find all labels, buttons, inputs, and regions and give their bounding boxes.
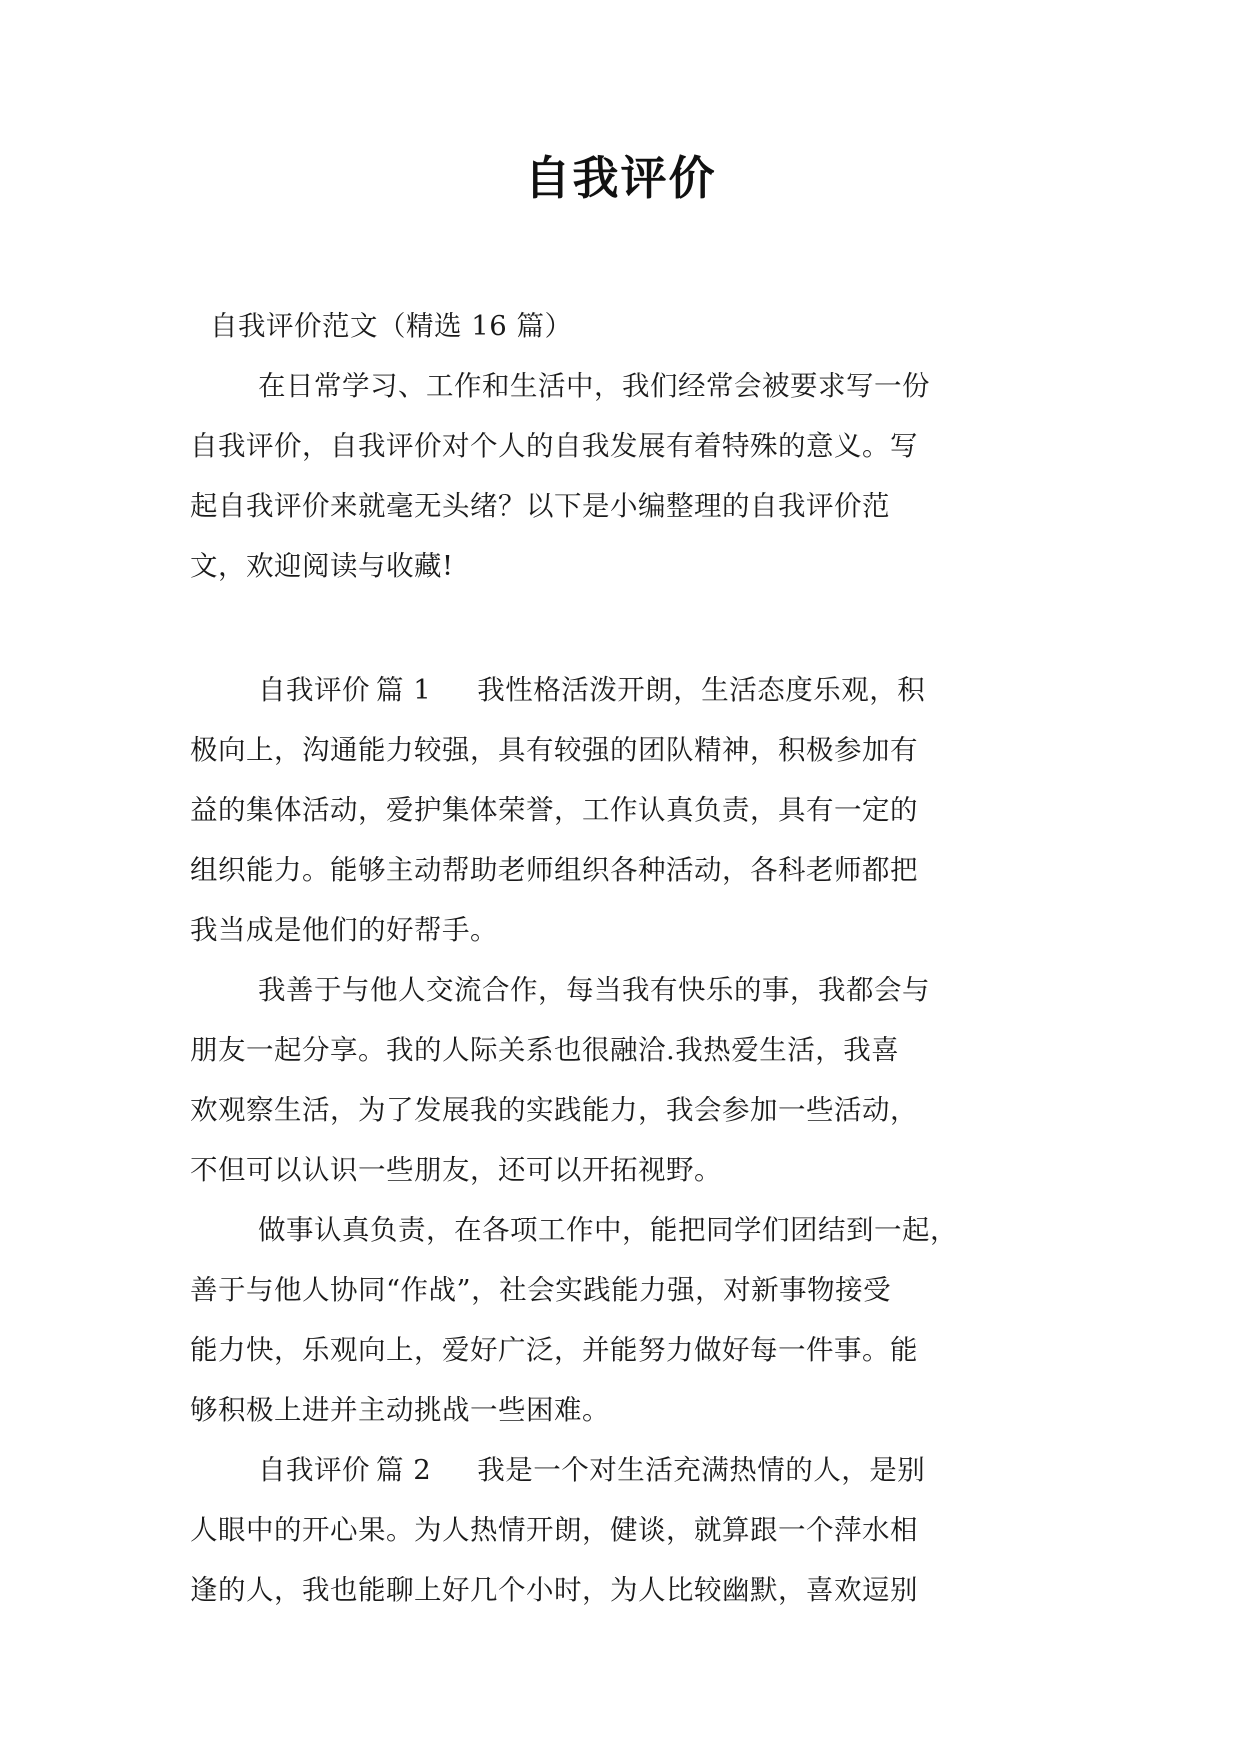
intro-line: 起自我评价来就毫无头绪？以下是小编整理的自我评价范 (190, 490, 890, 522)
section-1-heading: 自我评价 (258, 674, 370, 706)
intro-line: 文，欢迎阅读与收藏! (190, 550, 454, 582)
section-1-first-line (190, 660, 1052, 720)
section-1-line: 我当成是他们的好帮手。 (190, 914, 498, 946)
section-1-line: 益的集体活动，爱护集体荣誉，工作认真负责，具有一定的 (190, 794, 918, 826)
section-2-line: 逢的人，我也能聊上好几个小时，为人比较幽默，喜欢逗别 (190, 1574, 918, 1606)
section-1-paragraph-2-line: 我善于与他人交流合作，每当我有快乐的事，我都会与 (258, 974, 930, 1006)
section-1-paragraph-2-line: 朋友一起分享。我的人际关系也很融洽.我热爱生活，我喜 (190, 1034, 900, 1066)
page-title: 自我评价 (524, 151, 717, 205)
section-2-heading: 自我评价 (258, 1454, 370, 1486)
intro-line: 自我评价，自我评价对个人的自我发展有着特殊的意义。写 (190, 430, 918, 462)
section-2-number: 篇 2 (376, 1454, 432, 1486)
section-1-line: 组织能力。能够主动帮助老师组织各种活动，各科老师都把 (190, 854, 918, 886)
section-1-paragraph-2-line: 欢观察生活，为了发展我的实践能力，我会参加一些活动， (190, 1094, 918, 1126)
section-1-paragraph-3-line: 能力快，乐观向上，爱好广泛，并能努力做好每一件事。能 (190, 1334, 918, 1366)
document-subtitle: 自我评价范文（精选 16 篇） (210, 310, 573, 342)
section-1-paragraph-2-line: 不但可以认识一些朋友，还可以开拓视野。 (190, 1154, 722, 1186)
section-1-line: 极向上，沟通能力较强，具有较强的团队精神，积极参加有 (190, 734, 918, 766)
section-2-first-line (190, 1440, 1052, 1500)
section-1-paragraph-3-line: 够积极上进并主动挑战一些困难。 (190, 1394, 610, 1426)
section-1-number: 篇 1 (376, 674, 432, 706)
intro-line: 在日常学习、工作和生活中，我们经常会被要求写一份 (258, 370, 930, 402)
paragraph-spacer (190, 596, 1052, 660)
section-1-text: 我性格活泼开朗，生活态度乐观，积 (477, 674, 926, 706)
section-1-paragraph-3-line: 做事认真负责，在各项工作中，能把同学们团结到一起， (258, 1214, 958, 1246)
document-body (190, 296, 1052, 1620)
section-2-line: 人眼中的开心果。为人热情开朗，健谈，就算跟一个萍水相 (190, 1514, 918, 1546)
section-2-text: 我是一个对生活充满热情的人，是别 (477, 1454, 926, 1486)
section-1-paragraph-3-line: 善于与他人协同“作战”，社会实践能力强，对新事物接受 (190, 1274, 892, 1306)
